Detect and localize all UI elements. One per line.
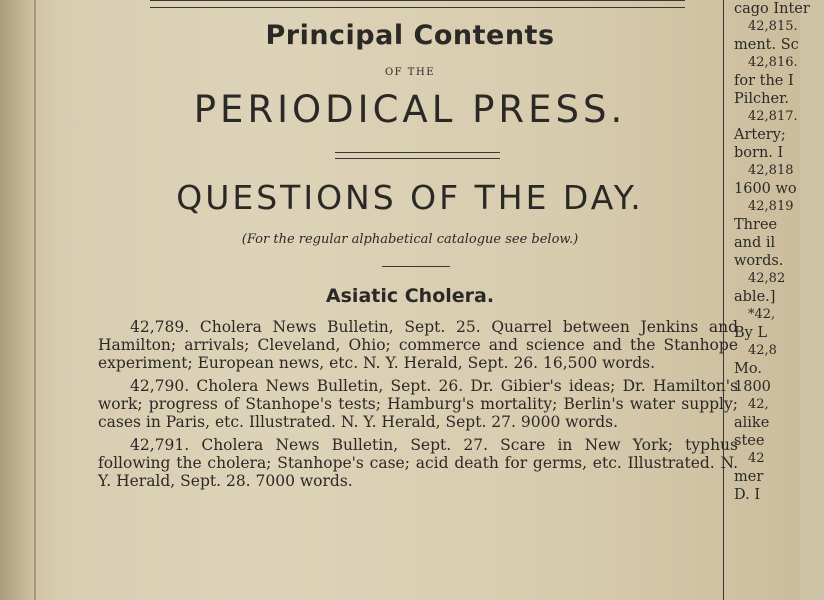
- right-column-line: 1800: [734, 379, 771, 395]
- right-column-line: ment. Sc: [734, 37, 799, 53]
- column-divider: [723, 0, 724, 600]
- double-rule: [335, 152, 500, 159]
- right-column-line: D. I: [734, 487, 761, 503]
- right-column-line: *42,: [748, 307, 776, 322]
- title-questions-of-the-day: QUESTIONS OF THE DAY.: [176, 178, 644, 217]
- right-column-line: words.: [734, 253, 784, 269]
- right-column-line: 42,82: [748, 271, 786, 286]
- right-column-line: able.]: [734, 289, 776, 305]
- right-column-line: 42,818: [748, 163, 794, 178]
- page-binding-shadow: [0, 0, 36, 600]
- right-column-line: cago Inter: [734, 1, 810, 17]
- right-column-line: 42: [748, 451, 765, 466]
- title-periodical-press: PERIODICAL PRESS.: [193, 88, 627, 131]
- right-column-line: born. I: [734, 145, 784, 161]
- right-column-line: 42,8: [748, 343, 777, 358]
- right-column-line: 42,815.: [748, 19, 798, 34]
- right-column-line: 42,817.: [748, 109, 798, 124]
- list-item: 42,791. Cholera News Bulletin, Sept. 27. Scare in New York; typhus following the cholera; Stanhope's case; acid death for germs, etc. Illustrated. N. Y. Herald, Sept. 28. 7000 words.: [98, 436, 738, 490]
- section-heading: Asiatic Cholera.: [325, 285, 495, 307]
- right-column-line: 1600 wo: [734, 181, 797, 197]
- right-column-line: and il: [734, 235, 776, 251]
- entry-list: [98, 318, 738, 495]
- right-column-fragment: [734, 0, 824, 600]
- right-column-line: Three: [734, 217, 778, 233]
- right-column-line: Mo.: [734, 361, 762, 377]
- right-column-line: Artery;: [734, 127, 786, 143]
- right-column-line: alike: [734, 415, 770, 431]
- right-column-line: stee: [734, 433, 765, 449]
- main-column: [90, 0, 738, 600]
- title-principal-contents: Principal Contents: [265, 20, 555, 51]
- right-column-line: for the I: [734, 73, 794, 89]
- right-column-line: Pilcher.: [734, 91, 790, 107]
- list-item: 42,790. Cholera News Bulletin, Sept. 26. Dr. Gibier's ideas; Dr. Hamilton's work; progress of Stanhope's tests; Hamburg's mortality; Berlin's water supply; cases in Paris, etc. Illustrated. N. Y. Herald, Sept. 27. 9000 words.: [98, 377, 738, 431]
- right-column-line: mer: [734, 469, 764, 485]
- list-item: 42,789. Cholera News Bulletin, Sept. 25. Quarrel between Jenkins and Hamilton; arrivals; Cleveland, Ohio; commerce and science and the Stanhope experiment; European news, etc. N. Y. Herald, Sept. 26. 16,500 words.: [98, 318, 738, 372]
- right-column-line: 42,: [748, 397, 769, 412]
- right-column-line: By L: [734, 325, 768, 341]
- title-of-the: OF THE: [384, 67, 435, 78]
- right-column-line: 42,816.: [748, 55, 798, 70]
- short-rule: [382, 266, 450, 267]
- binding-edge: [34, 0, 36, 600]
- catalogue-note: (For the regular alphabetical catalogue see below.): [241, 232, 579, 247]
- right-column-line: 42,819: [748, 199, 794, 214]
